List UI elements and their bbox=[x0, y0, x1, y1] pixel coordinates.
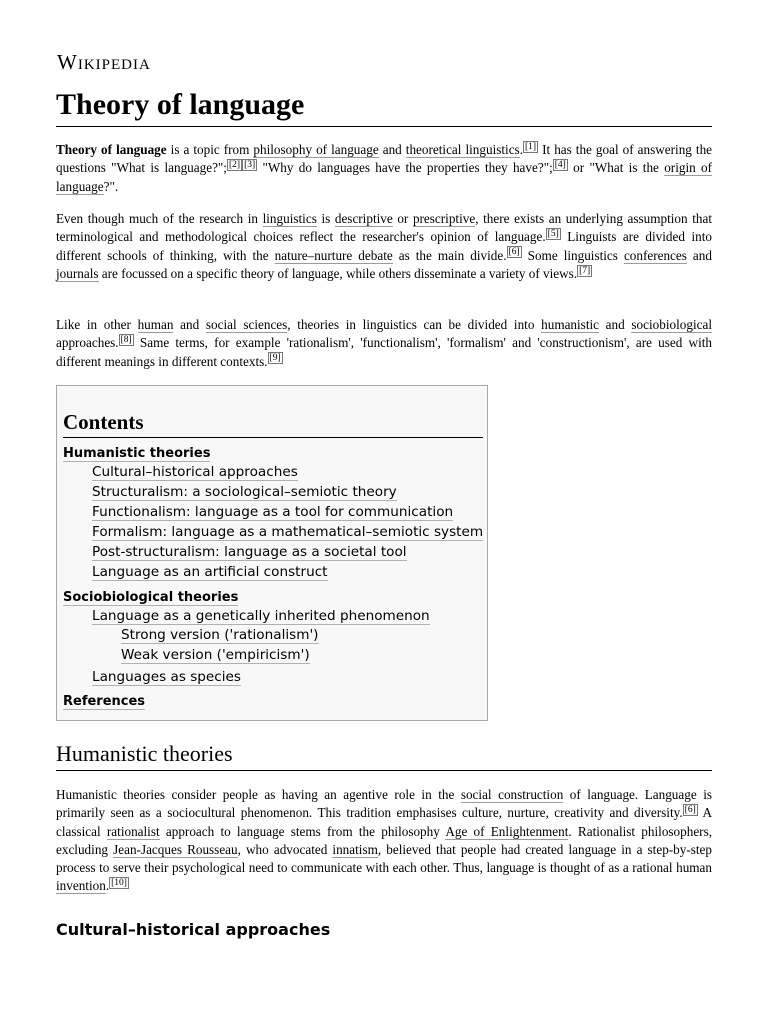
text: Linguists are divided into different schools of thinking, with the bbox=[56, 229, 712, 263]
text: are focussed on a specific theory of language, while others disseminate a variety of views. bbox=[98, 265, 578, 281]
text: and bbox=[686, 247, 712, 263]
text: A classical bbox=[56, 805, 712, 839]
link-humanistic[interactable]: humanistic bbox=[541, 317, 599, 332]
toc-label: Functionalism: language as a tool for communication bbox=[92, 504, 454, 520]
toc-item-structuralism[interactable] bbox=[92, 484, 397, 500]
link-jean-jacques-rousseau[interactable]: Jean-Jacques Rousseau bbox=[113, 841, 238, 857]
toc-item-references[interactable] bbox=[63, 694, 145, 709]
text: approach to language stems from the philosophy bbox=[159, 823, 446, 839]
toc-item-cultural-historical[interactable] bbox=[92, 464, 298, 480]
citation-5[interactable]: [5] bbox=[547, 228, 559, 239]
toc-item-languages-as-species[interactable] bbox=[92, 669, 241, 685]
text: , there exists an underlying assumption that terminological and methodological choices reflect the researcher's opinion of language. bbox=[56, 211, 712, 245]
toc-label: Cultural–historical approaches bbox=[92, 464, 298, 480]
toc-label: Language as an artificial construct bbox=[92, 564, 328, 580]
text: It has the goal of answering the questions "What is language?"; bbox=[56, 142, 713, 176]
text: of language. Language is primarily seen as a sociocultural phenomenon. This tradition emphasises culture, nurture, creativity and diversity. bbox=[56, 787, 712, 821]
citation-9[interactable]: [9] bbox=[269, 353, 281, 364]
link-theoretical-linguistics[interactable]: theoretical linguistics bbox=[405, 142, 520, 157]
toc-label: Humanistic theories bbox=[63, 446, 211, 461]
text: Some linguistics bbox=[521, 247, 624, 263]
link-prescriptive[interactable]: prescriptive bbox=[412, 211, 476, 226]
text: Humanistic theories consider people as having an agentive role in the bbox=[56, 787, 461, 802]
intro-paragraph-3 bbox=[56, 316, 712, 371]
bold-term: Theory of language bbox=[56, 142, 167, 157]
subsection-heading-cultural-historical: Cultural–historical approaches bbox=[56, 920, 331, 939]
toc-label: Strong version ('rationalism') bbox=[121, 627, 319, 643]
table-of-contents bbox=[56, 385, 488, 721]
toc-label: Structuralism: a sociological–semiotic theory bbox=[92, 484, 397, 500]
link-journals[interactable]: journals bbox=[56, 265, 99, 281]
link-linguistics[interactable]: linguistics bbox=[262, 211, 317, 226]
section-heading-humanistic-theories: Humanistic theories bbox=[56, 741, 712, 771]
link-sociobiological[interactable]: sociobiological bbox=[631, 317, 712, 332]
link-social-sciences[interactable]: social sciences bbox=[205, 317, 288, 332]
toc-label: References bbox=[63, 694, 146, 709]
text: . bbox=[105, 878, 110, 894]
link-philosophy-of-language[interactable]: philosophy of language bbox=[253, 142, 379, 157]
link-social-construction[interactable]: social construction bbox=[460, 787, 564, 802]
link-rationalist[interactable]: rationalist bbox=[106, 823, 160, 839]
toc-item-sociobiological-theories[interactable] bbox=[63, 590, 238, 605]
citation-2[interactable]: [2] bbox=[228, 159, 241, 170]
text: and bbox=[378, 142, 406, 157]
humanistic-paragraph bbox=[56, 786, 712, 896]
link-nature-nurture-debate[interactable]: nature–nurture debate bbox=[274, 247, 393, 263]
text: ?". bbox=[103, 178, 119, 194]
link-invention[interactable]: invention bbox=[56, 878, 106, 894]
text: and bbox=[173, 317, 206, 332]
citation-4[interactable]: [4] bbox=[554, 159, 566, 170]
text: , who advocated bbox=[237, 841, 333, 857]
toc-item-weak-version[interactable] bbox=[121, 647, 310, 663]
link-human[interactable]: human bbox=[137, 317, 174, 332]
link-innatism[interactable]: innatism bbox=[332, 841, 378, 857]
link-origin-of-language[interactable]: origin of language bbox=[56, 160, 712, 194]
toc-label: Formalism: language as a mathematical–semiotic system bbox=[92, 524, 484, 540]
text: or bbox=[392, 211, 413, 226]
text: , theories in linguistics can be divided into bbox=[287, 317, 542, 332]
intro-paragraph-1 bbox=[56, 141, 712, 196]
text: is bbox=[316, 211, 335, 226]
citation-8[interactable]: [8] bbox=[120, 334, 132, 345]
toc-item-genetically-inherited[interactable] bbox=[92, 608, 430, 624]
toc-item-humanistic-theories[interactable] bbox=[63, 446, 210, 461]
link-descriptive[interactable]: descriptive bbox=[334, 211, 393, 226]
toc-item-strong-version[interactable] bbox=[121, 627, 319, 643]
citation-3[interactable]: [3] bbox=[244, 159, 256, 170]
citation-10[interactable]: [10] bbox=[111, 878, 127, 889]
text: . bbox=[519, 142, 523, 157]
link-conferences[interactable]: conferences bbox=[623, 247, 687, 263]
text: "Why do languages have the properties they have?"; bbox=[257, 160, 553, 176]
text: is a topic from bbox=[166, 142, 254, 157]
toc-title: Contents bbox=[63, 410, 483, 438]
wordmark-text: Wikipedia bbox=[57, 50, 151, 74]
text: or "What is the bbox=[567, 160, 665, 176]
intro-paragraph-2 bbox=[56, 210, 712, 283]
toc-item-functionalism[interactable] bbox=[92, 504, 453, 520]
wikipedia-wordmark[interactable] bbox=[57, 50, 151, 75]
citation-6[interactable]: [6] bbox=[684, 804, 696, 815]
toc-label: Sociobiological theories bbox=[63, 590, 239, 605]
page-title: Theory of language bbox=[56, 86, 712, 127]
link-age-of-enlightenment[interactable]: Age of Enlightenment bbox=[445, 823, 569, 839]
toc-item-artificial-construct[interactable] bbox=[92, 564, 328, 580]
toc-label: Language as a genetically inherited phenomenon bbox=[92, 608, 430, 624]
text: , believed that people had created language in a step-by-step process to serve their psychological need to communicate with each other. Thus, language is thought of as a rational human bbox=[56, 841, 712, 876]
citation-6[interactable]: [6] bbox=[508, 247, 520, 258]
text: Same terms, for example 'rationalism', 'functionalism', 'formalism' and 'constructionism', are used with different meanings in different contexts. bbox=[56, 335, 712, 369]
toc-item-post-structuralism[interactable] bbox=[92, 544, 407, 560]
toc-label: Post-structuralism: language as a societal tool bbox=[92, 544, 407, 560]
citation-7[interactable]: [7] bbox=[579, 265, 591, 276]
text: Like in other bbox=[56, 317, 138, 332]
text: . Rationalist philosophers, excluding bbox=[56, 823, 712, 857]
toc-item-formalism[interactable] bbox=[92, 524, 483, 540]
toc-label: Languages as species bbox=[92, 669, 241, 685]
toc-label: Weak version ('empiricism') bbox=[121, 647, 310, 663]
text: as the main divide. bbox=[392, 247, 507, 263]
citation-1[interactable]: [1] bbox=[525, 141, 537, 152]
text: Even though much of the research in bbox=[56, 211, 263, 226]
text: and bbox=[599, 317, 632, 332]
text: approaches. bbox=[56, 335, 119, 351]
